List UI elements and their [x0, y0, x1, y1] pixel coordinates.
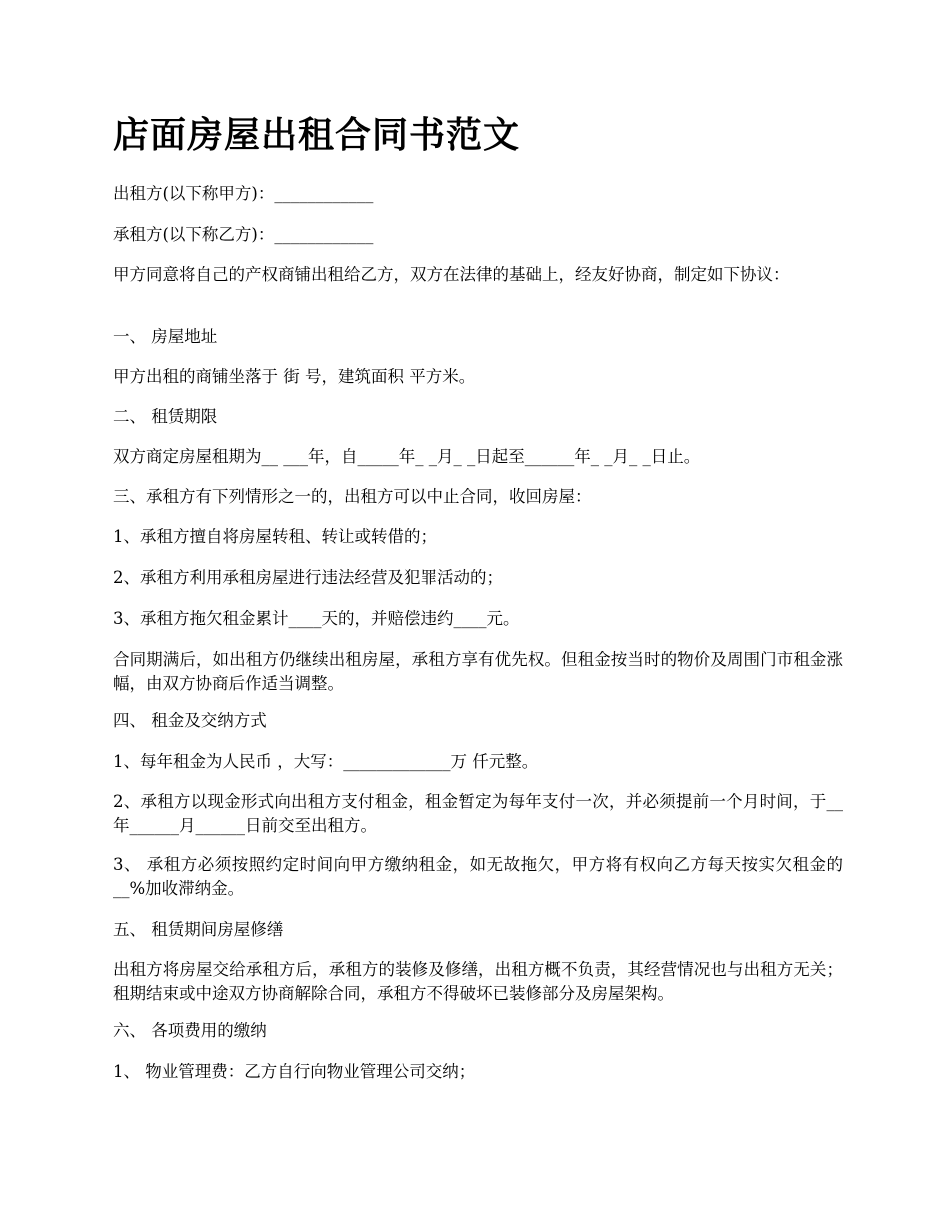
list-item-annual-rent: 1、每年租金为人民币 ，大写：_____________万 仟元整。 [113, 752, 539, 771]
list-item-payment: 2、承租方以现金形式向出租方支付租金，租金暂定为每年支付一次，并必须提前一个月时间，于__年______月______日前交至出租方。 [113, 792, 843, 835]
section-heading-rent: 四、 租金及交纳方式 [113, 711, 267, 730]
section-heading-address: 一、 房屋地址 [113, 327, 218, 346]
section-heading-fees: 六、 各项费用的缴纳 [113, 1021, 267, 1040]
section-heading-repair: 五、 租赁期间房屋修缮 [113, 920, 284, 939]
section-heading-termination: 三、承租方有下列情形之一的，出租方可以中止合同，收回房屋： [113, 487, 592, 506]
paragraph-term: 双方商定房屋租期为__ ___年，自_____年_ _月_ _日起至______年_ _月_ _日止。 [113, 447, 701, 466]
list-item-illegal: 2、承租方利用承租房屋进行违法经营及犯罪活动的； [113, 568, 503, 587]
list-item-late-fee: 3、 承租方必须按照约定时间向甲方缴纳租金，如无故拖欠，甲方将有权向乙方每天按实欠租金的__%加收滞纳金。 [113, 855, 843, 898]
list-item-property-fee: 1、 物业管理费：乙方自行向物业管理公司交纳； [113, 1062, 476, 1081]
paragraph-intro: 甲方同意将自己的产权商铺出租给乙方，双方在法律的基础上，经友好协商，制定如下协议： [113, 265, 790, 284]
paragraph-repair: 出租方将房屋交给承租方后，承租方的装修及修缮，出租方概不负责，其经营情况也与出租方无关；租期结束或中途双方协商解除合同，承租方不得破坏已装修部分及房屋架构。 [113, 960, 843, 1003]
list-item-sublet: 1、承租方擅自将房屋转租、转让或转借的； [113, 527, 437, 546]
section-heading-term: 二、 租赁期限 [113, 407, 218, 426]
list-item-arrears: 3、承租方拖欠租金累计____天的，并赔偿违约____元。 [113, 609, 520, 628]
paragraph-address: 甲方出租的商铺坐落于 街 号，建筑面积 平方米。 [113, 367, 476, 386]
paragraph-lessee: 承租方(以下称乙方)：____________ [113, 225, 374, 244]
document-title: 店面房屋出租合同书范文 [113, 115, 521, 156]
paragraph-renewal: 合同期满后，如出租方仍继续出租房屋，承租方享有优先权。但租金按当时的物价及周围门市租金涨幅，由双方协商后作适当调整。 [113, 650, 843, 693]
paragraph-lessor: 出租方(以下称甲方)：____________ [113, 184, 374, 203]
